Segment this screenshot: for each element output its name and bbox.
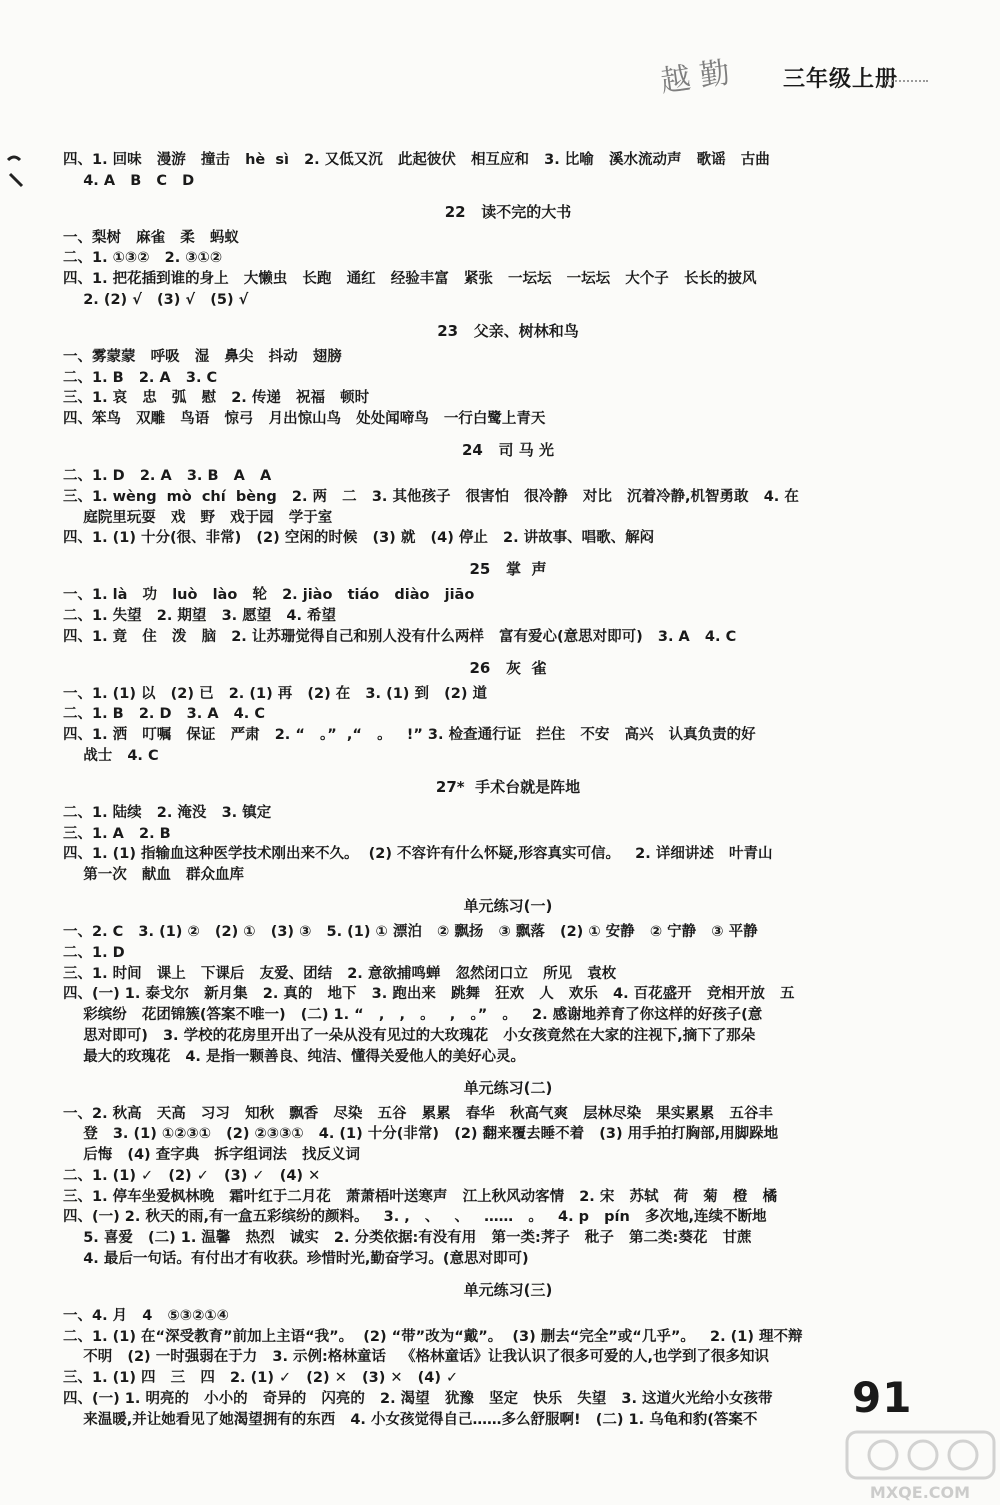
answer-line: 二、1. B 2. A 3. C (63, 369, 218, 386)
answer-line: 四、(一) 1. 明亮的 小小的 奇异的 闪亮的 2. 渴望 犹豫 坚定 快乐 失望 3. 这道火光给小女孩带 (63, 1391, 773, 1408)
answer-line: 三、1. 停车坐爱枫林晚 霜叶红于二月花 萧萧梧叶送寒声 江上秋风动客情 2. 宋 苏轼 荷 菊 橙 橘 (63, 1188, 778, 1205)
section-title: 27* 手术台就是阵地 (435, 777, 581, 796)
answer-line: 一、2. 秋高 天高 习习 知秋 飘香 尽染 五谷 累累 春华 秋高气爽 层林尽染 果实累累 五谷丰 (63, 1105, 773, 1122)
watermark-text: MXQE.COM (869, 1483, 971, 1502)
section-title: 24 司 马 光 (462, 440, 554, 459)
answer-line: 庭院里玩耍 戏 野 戏于园 学于室 (63, 509, 333, 526)
answer-line: 二、1. D 2. A 3. B A A (63, 467, 272, 484)
answer-line: 后悔 (4) 查字典 拆字组词法 找反义词 (63, 1147, 361, 1164)
answer-line: 四、笨鸟 双雕 鸟语 惊弓 月出惊山鸟 处处闻啼鸟 一行白鹭上青天 (63, 411, 546, 428)
answer-line: 二、1. 陆续 2. 淹没 3. 镇定 (63, 804, 272, 821)
answer-line: 二、1. (1) 在“深受教育”前加上主语“我”。 (2) “带”改为“戴”。 (3) 删去“完全”或“几乎”。 2. (1) 理不辩 (63, 1328, 803, 1345)
answer-line: 2. (2) √ (3) √ (5) √ (63, 291, 249, 308)
answer-line: 登 3. (1) ①②③① (2) ②③③① 4. (1) 十分(非常) (2) 翻来覆去睡不着 (3) 用手拍打胸部,用脚跺地 (63, 1126, 779, 1143)
answer-line: 二、1. B 2. D 3. A 4. C (63, 706, 265, 723)
section-title: 单元练习(二) (463, 1078, 553, 1097)
section-title: 23 父亲、树林和鸟 (437, 321, 579, 340)
section-title: 26 灰 雀 (469, 658, 547, 677)
answer-line: 第一次 献血 群众血库 (63, 867, 244, 884)
answer-line: 不明 (2) 一时强弱在于力 3. 示例:格林童话 《格林童话》让我认识了很多可爱的人,也学到了很多知识 (63, 1349, 769, 1366)
answer-line: 三、1. 哀 忠 弧 慰 2. 传递 祝福 顿时 (63, 390, 370, 407)
answer-line: 一、雾蒙蒙 呼吸 湿 鼻尖 抖动 翅膀 (63, 348, 342, 365)
grade-label: 三年级上册 (783, 67, 899, 92)
answer-line: 思对即可) 3. 学校的花房里开出了一朵从没有见过的大玫瑰花 小女孩竟然在大家的注视下,摘下了那朵 (63, 1027, 756, 1044)
section-title: 22 读不完的大书 (444, 202, 572, 221)
answer-line: 二、1. D (63, 944, 125, 961)
answer-line: 四、(一) 1. 泰戈尔 新月集 2. 真的 地下 3. 跑出来 跳舞 狂欢 人 欢乐 4. 百花盛开 竞相开放 五 (63, 986, 795, 1003)
section-title: 单元练习(一) (463, 896, 553, 915)
margin-ink-mark-icon (4, 150, 38, 190)
answer-line: 四、1. 回味 漫游 撞击 hè sì 2. 又低又沉 此起彼伏 相互应和 3. 比喻 溪水流动声 歌谣 古曲 (63, 152, 770, 168)
answer-line: 二、1. ①③② 2. ③①② (63, 250, 223, 267)
answer-line: 一、4. 月 4 ⑤③②①④ (63, 1307, 229, 1324)
header-rule (884, 80, 928, 82)
answer-line: 四、1. 洒 叮嘱 保证 严肃 2. “ 。” ,“ 。 !” 3. 检查通行证 拦住 不安 高兴 认真负责的好 (63, 727, 756, 744)
answer-line: 四、1. (1) 十分(很、非常) (2) 空闲的时候 (3) 就 (4) 停止 2. 讲故事、唱歌、解闷 (63, 530, 655, 547)
answer-line: 三、1. (1) 四 三 四 2. (1) ✓ (2) ✕ (3) ✕ (4) ✓ (63, 1370, 459, 1387)
answer-line: 来温暖,并让她看见了她渴望拥有的东西 4. 小女孩觉得自己……多么舒服啊! (二) 1. 乌龟和豹(答案不 (63, 1411, 758, 1428)
answer-line: 三、1. wèng mò chí bèng 2. 两 二 3. 其他孩子 很害怕 很冷静 对比 沉着冷静,机智勇敢 4. 在 (63, 488, 799, 505)
answer-line: 二、1. (1) ✓ (2) ✓ (3) ✓ (4) ✕ (63, 1167, 321, 1184)
answer-line: 一、1. (1) 以 (2) 已 2. (1) 再 (2) 在 3. (1) 到 (2) 道 (63, 685, 488, 702)
answer-line: 二、1. 失望 2. 期望 3. 愿望 4. 希望 (63, 607, 337, 624)
page-number: 91 (852, 1373, 913, 1422)
answer-line: 四、1. 竟 住 泼 脑 2. 让苏珊觉得自己和别人没有什么两样 富有爱心(意思对即可) 3. A 4. C (63, 628, 737, 645)
answer-content (63, 150, 953, 1431)
answer-line: 5. 喜爱 (二) 1. 温馨 热烈 诚实 2. 分类依据:有没有用 第一类:荠子 秕子 第二类:葵花 甘蔗 (63, 1230, 752, 1247)
section-title: 单元练习(三) (463, 1280, 553, 1299)
answer-line: 4. 最后一句话。有付出才有收获。珍惜时光,勤奋学习。(意思对即可) (63, 1251, 529, 1268)
section-title: 25 掌 声 (469, 560, 547, 579)
answer-line: 一、梨树 麻雀 柔 蚂蚁 (63, 229, 239, 246)
answer-line: 四、1. (1) 指输血这种医学技术刚出来不久。 (2) 不容许有什么怀疑,形容真实可信。 2. 详细讲述 叶青山 (63, 846, 773, 863)
answer-line: 一、2. C 3. (1) ② (2) ① (3) ③ 5. (1) ① 漂泊 ② 飘扬 ③ 飘落 (2) ① 安静 ② 宁静 ③ 平静 (63, 923, 758, 940)
answer-line: 最大的玫瑰花 4. 是指一颗善良、纯洁、懂得关爱他人的美好心灵。 (63, 1048, 525, 1065)
answer-line: 三、1. A 2. B (63, 825, 171, 842)
answer-line: 三、1. 时间 课上 下课后 友爱、团结 2. 意欲捕鸣蝉 忽然闭口立 所见 袁枚 (63, 965, 617, 982)
answer-line: 四、1. 把花插到谁的身上 大懒虫 长跑 通红 经验丰富 紧张 一坛坛 一坛坛 大个子 长长的披风 (63, 271, 757, 288)
answer-line: 一、1. là 功 luò lào 轮 2. jiào tiáo diào jiāo (63, 587, 475, 604)
answer-line: 彩缤纷 花团锦簇(答案不唯一) (二) 1. “ , , 。 , 。” 。 2. 感谢地养育了你这样的好孩子(意 (63, 1007, 763, 1024)
publisher-logo-script: 越 勤 (658, 55, 733, 100)
answer-line: 四、(一) 2. 秋天的雨,有一盒五彩缤纷的颜料。 3. , 、 、 …… 。 4. p pín 多次地,连续不断地 (63, 1209, 767, 1226)
answer-line: 战士 4. C (63, 747, 159, 764)
answer-line: 4. A B C D (63, 172, 195, 189)
watermark-stamp-icon (843, 1428, 998, 1502)
